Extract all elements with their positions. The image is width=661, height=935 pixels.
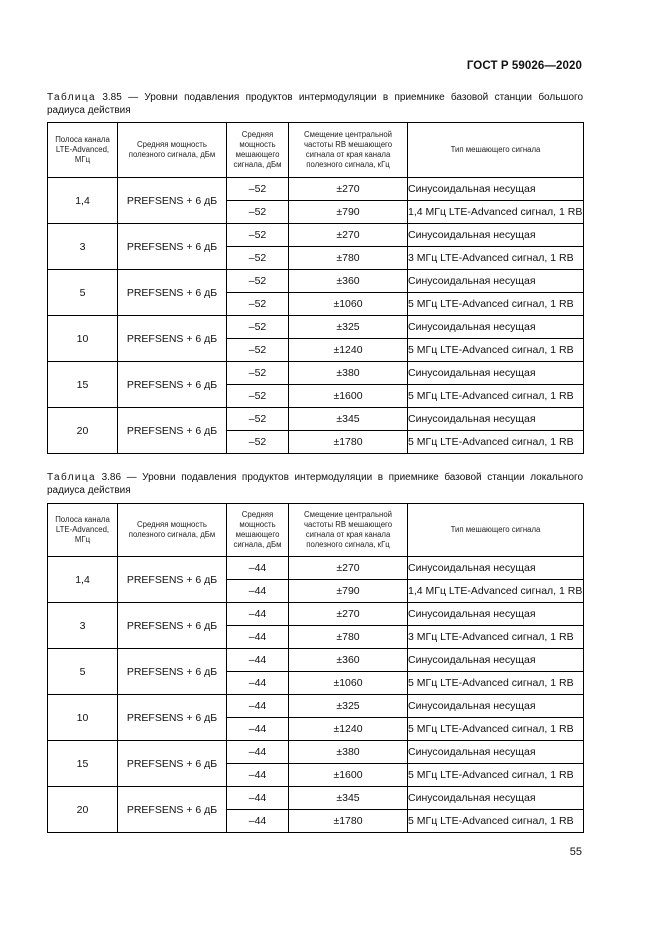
interferer-power-cell: –44 xyxy=(227,580,289,603)
interferer-power-cell: –44 xyxy=(227,603,289,626)
offset-cell: ±790 xyxy=(289,580,408,603)
offset-cell: ±270 xyxy=(289,224,408,247)
interferer-type-cell: 5 МГц LTE-Advanced сигнал, 1 RB xyxy=(408,431,584,454)
offset-cell: ±1240 xyxy=(289,718,408,741)
table-row xyxy=(48,649,584,672)
interferer-type-cell: 3 МГц LTE-Advanced сигнал, 1 RB xyxy=(408,626,584,649)
col-header-wanted-power: Средняя мощность полезного сигнала, дБм xyxy=(118,123,227,178)
interferer-type-cell: Синусоидальная несущая xyxy=(408,695,584,718)
interferer-power-cell: –52 xyxy=(227,316,289,339)
interferer-power-cell: –52 xyxy=(227,178,289,201)
offset-cell: ±1780 xyxy=(289,810,408,833)
interferer-power-cell: –52 xyxy=(227,224,289,247)
offset-cell: ±360 xyxy=(289,270,408,293)
wanted-power-cell: PREFSENS + 6 дБ xyxy=(118,741,227,787)
interferer-power-cell: –44 xyxy=(227,649,289,672)
caption-label: Таблица xyxy=(47,92,97,103)
bandwidth-cell: 20 xyxy=(48,408,118,454)
wanted-power-cell: PREFSENS + 6 дБ xyxy=(118,408,227,454)
table-body xyxy=(48,557,584,833)
table-row xyxy=(48,557,584,580)
wanted-power-cell: PREFSENS + 6 дБ xyxy=(118,316,227,362)
interferer-type-cell: 5 МГц LTE-Advanced сигнал, 1 RB xyxy=(408,293,584,316)
offset-cell: ±1780 xyxy=(289,431,408,454)
table-row xyxy=(48,695,584,718)
interferer-power-cell: –52 xyxy=(227,431,289,454)
table-row xyxy=(48,741,584,764)
interferer-power-cell: –44 xyxy=(227,764,289,787)
interferer-type-cell: Синусоидальная несущая xyxy=(408,362,584,385)
col-header-interferer-type: Тип мешающего сигнала xyxy=(408,504,584,557)
col-header-bandwidth: Полоса канала LTE-Advanced, МГц xyxy=(48,504,118,557)
wanted-power-cell: PREFSENS + 6 дБ xyxy=(118,178,227,224)
interferer-type-cell: Синусоидальная несущая xyxy=(408,603,584,626)
table-row xyxy=(48,270,584,293)
bandwidth-cell: 3 xyxy=(48,603,118,649)
offset-cell: ±780 xyxy=(289,247,408,270)
table-row xyxy=(48,224,584,247)
table-row xyxy=(48,316,584,339)
col-header-offset: Смещение центральной частоты RB мешающего сигнала от края канала полезного сигнала, кГц xyxy=(289,504,408,557)
document-id: ГОСТ Р 59026—2020 xyxy=(466,60,582,72)
bandwidth-cell: 15 xyxy=(48,741,118,787)
col-header-interferer-power: Средняя мощность мешающего сигнала, дБм xyxy=(227,123,289,178)
offset-cell: ±345 xyxy=(289,787,408,810)
bandwidth-cell: 5 xyxy=(48,649,118,695)
interferer-power-cell: –52 xyxy=(227,339,289,362)
interferer-type-cell: Синусоидальная несущая xyxy=(408,316,584,339)
offset-cell: ±325 xyxy=(289,695,408,718)
wanted-power-cell: PREFSENS + 6 дБ xyxy=(118,270,227,316)
table-header-row xyxy=(48,123,584,178)
col-header-offset: Смещение центральной частоты RB мешающего сигнала от края канала полезного сигнала, кГц xyxy=(289,123,408,178)
offset-cell: ±1060 xyxy=(289,672,408,695)
offset-cell: ±380 xyxy=(289,741,408,764)
offset-cell: ±325 xyxy=(289,316,408,339)
table-caption xyxy=(47,472,583,497)
offset-cell: ±270 xyxy=(289,557,408,580)
intermod-table-wide-area xyxy=(47,122,584,454)
table-row xyxy=(48,603,584,626)
wanted-power-cell: PREFSENS + 6 дБ xyxy=(118,224,227,270)
interferer-power-cell: –44 xyxy=(227,626,289,649)
wanted-power-cell: PREFSENS + 6 дБ xyxy=(118,649,227,695)
interferer-power-cell: –44 xyxy=(227,695,289,718)
interferer-power-cell: –44 xyxy=(227,672,289,695)
offset-cell: ±1240 xyxy=(289,339,408,362)
bandwidth-cell: 1,4 xyxy=(48,557,118,603)
interferer-power-cell: –52 xyxy=(227,362,289,385)
interferer-type-cell: Синусоидальная несущая xyxy=(408,741,584,764)
offset-cell: ±360 xyxy=(289,649,408,672)
caption-text: 3.86 — Уровни подавления продуктов интермодуляции в приемнике базовой станции локального радиуса действия xyxy=(47,472,584,496)
interferer-type-cell: Синусоидальная несущая xyxy=(408,787,584,810)
caption-text: 3.85 — Уровни подавления продуктов интермодуляции в приемнике базовой станции большого радиуса действия xyxy=(47,92,584,116)
bandwidth-cell: 15 xyxy=(48,362,118,408)
interferer-power-cell: –44 xyxy=(227,557,289,580)
bandwidth-cell: 10 xyxy=(48,695,118,741)
table-header-row xyxy=(48,504,584,557)
interferer-type-cell: 5 МГц LTE-Advanced сигнал, 1 RB xyxy=(408,339,584,362)
interferer-power-cell: –44 xyxy=(227,787,289,810)
interferer-power-cell: –52 xyxy=(227,201,289,224)
interferer-type-cell: 1,4 МГц LTE-Advanced сигнал, 1 RB xyxy=(408,201,584,224)
interferer-type-cell: Синусоидальная несущая xyxy=(408,178,584,201)
table-row xyxy=(48,787,584,810)
interferer-type-cell: 3 МГц LTE-Advanced сигнал, 1 RB xyxy=(408,247,584,270)
interferer-power-cell: –52 xyxy=(227,385,289,408)
interferer-power-cell: –52 xyxy=(227,293,289,316)
interferer-type-cell: 1,4 МГц LTE-Advanced сигнал, 1 RB xyxy=(408,580,584,603)
interferer-power-cell: –44 xyxy=(227,810,289,833)
interferer-power-cell: –52 xyxy=(227,408,289,431)
offset-cell: ±270 xyxy=(289,603,408,626)
interferer-type-cell: Синусоидальная несущая xyxy=(408,649,584,672)
col-header-interferer-type: Тип мешающего сигнала xyxy=(408,123,584,178)
bandwidth-cell: 1,4 xyxy=(48,178,118,224)
col-header-wanted-power: Средняя мощность полезного сигнала, дБм xyxy=(118,504,227,557)
offset-cell: ±1600 xyxy=(289,385,408,408)
wanted-power-cell: PREFSENS + 6 дБ xyxy=(118,603,227,649)
col-header-bandwidth: Полоса канала LTE-Advanced, МГц xyxy=(48,123,118,178)
interferer-power-cell: –44 xyxy=(227,741,289,764)
interferer-type-cell: Синусоидальная несущая xyxy=(408,408,584,431)
interferer-type-cell: Синусоидальная несущая xyxy=(408,557,584,580)
col-header-interferer-power: Средняя мощность мешающего сигнала, дБм xyxy=(227,504,289,557)
wanted-power-cell: PREFSENS + 6 дБ xyxy=(118,557,227,603)
wanted-power-cell: PREFSENS + 6 дБ xyxy=(118,695,227,741)
table-body xyxy=(48,178,584,454)
bandwidth-cell: 3 xyxy=(48,224,118,270)
bandwidth-cell: 10 xyxy=(48,316,118,362)
wanted-power-cell: PREFSENS + 6 дБ xyxy=(118,362,227,408)
page-number: 55 xyxy=(569,846,582,858)
offset-cell: ±1060 xyxy=(289,293,408,316)
caption-label: Таблица xyxy=(47,472,97,483)
interferer-type-cell: 5 МГц LTE-Advanced сигнал, 1 RB xyxy=(408,718,584,741)
table-caption xyxy=(47,92,583,117)
offset-cell: ±345 xyxy=(289,408,408,431)
table-row xyxy=(48,362,584,385)
offset-cell: ±1600 xyxy=(289,764,408,787)
wanted-power-cell: PREFSENS + 6 дБ xyxy=(118,787,227,833)
interferer-power-cell: –52 xyxy=(227,247,289,270)
interferer-type-cell: 5 МГц LTE-Advanced сигнал, 1 RB xyxy=(408,764,584,787)
interferer-power-cell: –52 xyxy=(227,270,289,293)
offset-cell: ±380 xyxy=(289,362,408,385)
offset-cell: ±790 xyxy=(289,201,408,224)
table-row xyxy=(48,178,584,201)
intermod-table-local-area xyxy=(47,503,584,833)
bandwidth-cell: 20 xyxy=(48,787,118,833)
bandwidth-cell: 5 xyxy=(48,270,118,316)
offset-cell: ±780 xyxy=(289,626,408,649)
interferer-type-cell: Синусоидальная несущая xyxy=(408,270,584,293)
interferer-type-cell: 5 МГц LTE-Advanced сигнал, 1 RB xyxy=(408,810,584,833)
table-row xyxy=(48,408,584,431)
interferer-type-cell: 5 МГц LTE-Advanced сигнал, 1 RB xyxy=(408,385,584,408)
interferer-type-cell: 5 МГц LTE-Advanced сигнал, 1 RB xyxy=(408,672,584,695)
interferer-type-cell: Синусоидальная несущая xyxy=(408,224,584,247)
interferer-power-cell: –44 xyxy=(227,718,289,741)
offset-cell: ±270 xyxy=(289,178,408,201)
